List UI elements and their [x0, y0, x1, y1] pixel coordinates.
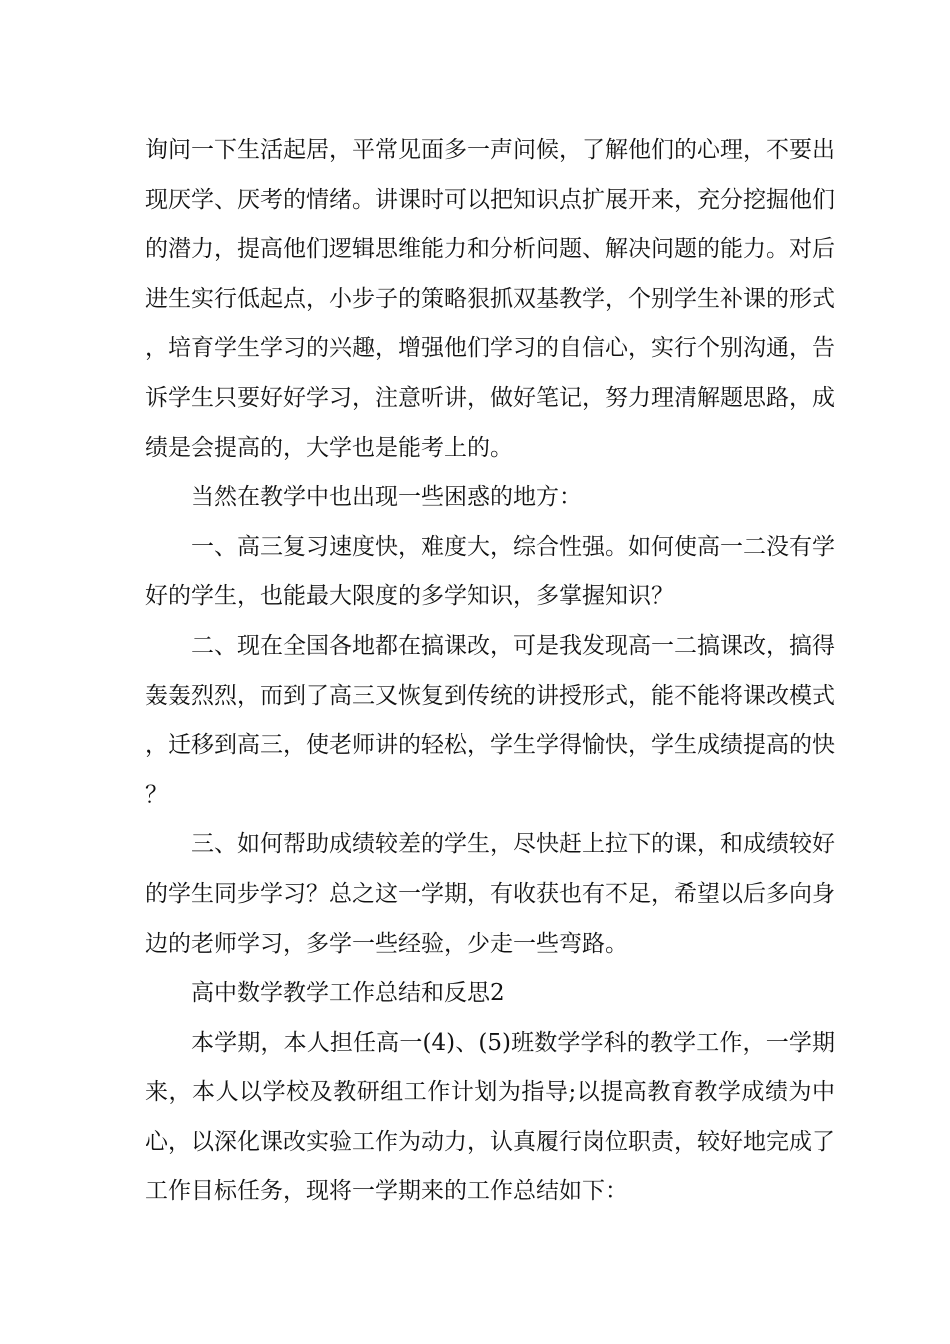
- paragraph-1: 询问一下生活起居，平常见面多一声问候，了解他们的心理，不要出现厌学、厌考的情绪。讲课时可以把知识点扩展开来，充分挖掘他们的潜力，提高他们逻辑思维能力和分析问题、解决问题的能力。对后进生实行低起点，小步子的策略狠抓双基教学，个别学生补课的形式，培育学生学习的兴趣，增强他们学习的自信心，实行个别沟通，告诉学生只要好好学习，注意听讲，做好笔记，努力理清解题思路，成绩是会提高的，大学也是能考上的。: [145, 137, 835, 461]
- document-body: [145, 126, 835, 1217]
- paragraph-5: 三、如何帮助成绩较差的学生，尽快赶上拉下的课，和成绩较好的学生同步学习？总之这一学期，有收获也有不足，希望以后多向身边的老师学习，多学一些经验，少走一些弯路。: [145, 831, 835, 957]
- paragraph-4: 二、现在全国各地都在搞课改，可是我发现高一二搞课改，搞得轰轰烈烈，而到了高三又恢复到传统的讲授形式，能不能将课改模式，迁移到高三，使老师讲的轻松，学生学得愉快，学生成绩提高的快？: [145, 632, 835, 808]
- paragraph-3: 一、高三复习速度快，难度大，综合性强。如何使高一二没有学好的学生，也能最大限度的多学知识，多掌握知识？: [145, 533, 835, 610]
- section-heading: 高中数学教学工作总结和反思2: [191, 980, 505, 1007]
- closing-paragraph: 本学期，本人担任高一(4)、(5)班数学学科的教学工作，一学期来，本人以学校及教研组工作计划为指导;以提高教育教学成绩为中心，以深化课改实验工作为动力，认真履行岗位职责，较好地完成了工作目标任务，现将一学期来的工作总结如下：: [145, 1029, 835, 1205]
- paragraph-2: 当然在教学中也出现一些困惑的地方：: [191, 484, 582, 511]
